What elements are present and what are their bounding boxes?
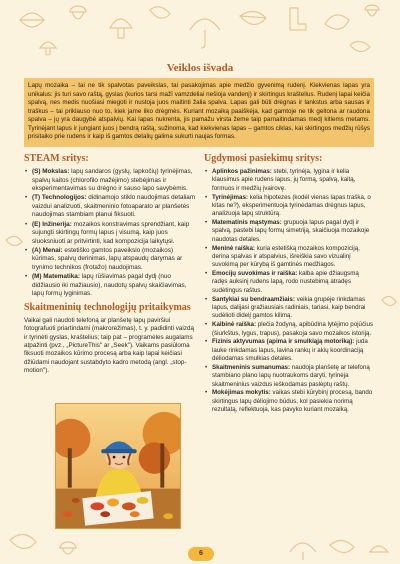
list-item bbox=[204, 168, 374, 193]
item-text: kuria estetišką mozaikos kompoziciją, derina spalvas ir atspalvius, išreiškia savo vizualinį suvokimą per kūrybą iš gamtinės medžiagos. bbox=[212, 244, 360, 269]
item-label: Emocijų suvokimas ir raiška: bbox=[212, 270, 298, 278]
bullet-icon: • bbox=[205, 321, 208, 329]
item-text: kalba apie džiaugsmą radęs auksinį rudens lapą, rodo nustebimą atradęs sudėtingus raštus. bbox=[212, 270, 359, 294]
list-item bbox=[24, 168, 198, 194]
mushroom-doodle-icon bbox=[370, 546, 388, 552]
skills-title: Ugdymosi pasiekimų sritys: bbox=[204, 153, 323, 164]
umbrella-doodle-icon bbox=[190, 19, 220, 48]
item-text: kelia hipotezes (kodėl vienas lapas traška, o kitas ne?), eksperimentuoja tyrinėdamas drėgnus lapus, analizuoja lapų struktūrą. bbox=[212, 193, 371, 218]
item-text: lapų sandaros (gyslų, lapkočių) tyrinėjimas, spalvų kaitos (chlorofilo mažėjimo) stebėjimas ir eksperimentavimas su drėgno ir sauso lapo savybėmis. bbox=[32, 168, 193, 193]
bullet-icon: • bbox=[205, 193, 208, 201]
bullet-icon: • bbox=[205, 389, 208, 397]
item-text: grupuoja lapus pagal dydį ir spalvą, pastebi lapų formų simetriją, skaičiuoja mozaikoje naudotas detales. bbox=[212, 219, 370, 243]
leaf-doodle-icon bbox=[330, 540, 354, 552]
conclusion-box bbox=[24, 78, 374, 147]
digital-title: Skaitmeninių technologijų pritaikymas bbox=[24, 301, 191, 313]
bullet-icon: • bbox=[205, 270, 208, 278]
item-label: Skaitmeninis sumanumas: bbox=[212, 363, 291, 371]
item-label: Matematinis mąstymas: bbox=[212, 219, 282, 227]
list-item bbox=[204, 389, 374, 414]
item-text: juda lauke rinkdamas lapus, lavina rankų ir akių koordinaciją dėliodamas smulkias detales. bbox=[212, 338, 368, 363]
leaf-doodle-icon bbox=[10, 534, 36, 548]
bullet-icon: • bbox=[205, 363, 208, 371]
list-item bbox=[204, 245, 374, 270]
bullet-icon: • bbox=[25, 194, 28, 202]
item-text: mozaikos konstravimas sprendžiant, kaip sujungti skirtingų formų lapus į visumą, kaip juos sluoksniuoti ar pritvirtinti, kad kompozicija laikytųsi. bbox=[32, 220, 190, 245]
umbrella-doodle-icon bbox=[290, 543, 316, 560]
item-label: Tyrinėjimas: bbox=[212, 193, 248, 201]
mushroom-doodle-icon bbox=[110, 19, 132, 38]
item-label: (E) Inžinerija: bbox=[32, 220, 72, 228]
bullet-icon: • bbox=[205, 244, 208, 252]
item-text: stebi, tyrinėja, lygina ir kelia klausimus apie rudens lapus, jų formą, spalvą, kaitą, formuos ir medžių įvairovę. bbox=[212, 168, 356, 192]
leaf-doodle-icon bbox=[382, 296, 396, 305]
leaf-doodle-icon bbox=[150, 7, 170, 18]
leaf-doodle-icon bbox=[240, 11, 266, 24]
item-label: Santykiai su bendraamžiais: bbox=[212, 295, 295, 303]
item-text: veikia grupėje rinkdamas lapus, dalijasi gražiausiais radiniais, tariasi, kaip bendrai sudėlioti didelį gamtos kilimą. bbox=[212, 295, 366, 320]
list-item bbox=[204, 338, 374, 363]
bullet-icon: • bbox=[25, 220, 28, 228]
list-item bbox=[24, 194, 198, 220]
list-item bbox=[204, 270, 374, 295]
left-column bbox=[24, 153, 198, 375]
bullet-icon: • bbox=[25, 168, 28, 175]
bullet-icon: • bbox=[205, 168, 208, 175]
acorn-doodle-icon bbox=[365, 5, 379, 16]
item-text: plečia žodyną, apibūdina lytėjimo pojūčius (šiurkštus, lygus, trapus), pasakoja savo mozaikos istoriją. bbox=[212, 321, 373, 337]
leaf-doodle-icon bbox=[20, 13, 44, 27]
digital-text: Vaikai gali naudoti telefoną ar planšetę lapų paviršiui fotografuoti priartindami (makrorežimas), t. y. padidinti vaizdą ir tyrinėti gyslas, kraštelius; taip pat – programėles augalams atpažinti (pvz., „PictureThis" ar „Seek"). Vaikams pasiūloma fiksuoti mozaikos kūrimo procesą arba kaip lapai keičiasi džiūdami naudojant sustabdyto kadro metodą (angl. „stop-motion"). bbox=[24, 316, 194, 374]
acorn-doodle-icon bbox=[70, 6, 86, 19]
page-number: 6 bbox=[188, 547, 214, 561]
item-label: Fizinis aktyvumas (apima ir smulkiąją motoriką): bbox=[212, 338, 355, 346]
list-item bbox=[204, 296, 374, 321]
item-text: naudoja planšetę ar telefoną stambiano plano lapų nuotraukoms daryti, tyrinėja skaitmeninius vaizdus ieškodamas paslėptų raštų. bbox=[212, 363, 370, 388]
conclusion-text: Lapų mozaika – tai ne tik spalvotas paveikslas, tai pasakojimas apie medžio gyvenimą rudenį. Kiekvienas lapas yra unikalus: jis turi savo raštą, gyslas (kurios tarsi mažī vamzdeliai nešioja vandenį) ir skirtingus kraštelius. Rudenį lapai keičia spalvą, nes medis nuošiasi miegoti ir nustoja juos maitinti žalia spalva. Lapas gali būti drėgnas ir lankstus arba sausas ir traškus – tai priklauso nuo to, kiek jame liko drėgmės. Kuriant mozaiką paaiškėja, kad gamtoje ne tik geltona ar raudona spalva – jų yra daugybė atspalvių. Kai lapas nukrenta, jis pamažu virsta žeme taip parnaitindamas medį kitiems metams. Tyrinėjant lapus ir jungiant juos į bendrą raštą, sužinoma, kad kiekvienas lapas – gamtos ciklas, kai skirtingos medžių rūšys prisitaiko prie rudens ir kaip iš gamtos detalių galima sukurti naujas formas. bbox=[28, 82, 370, 140]
bullet-icon: • bbox=[205, 338, 208, 346]
bullet-icon: • bbox=[25, 246, 28, 254]
steam-list bbox=[24, 168, 198, 299]
list-item bbox=[204, 194, 374, 219]
leaf-doodle-icon bbox=[6, 236, 22, 245]
list-item bbox=[24, 247, 198, 273]
bullet-icon: • bbox=[25, 273, 28, 281]
item-label: (M) Matematika: bbox=[32, 273, 80, 281]
item-text: didinamojo stiklo naudojimas detaliam vaizdui analizuoti, skaitmeninio fotoaparato ar planšetės naudojimas stambiam planui fiksuoti. bbox=[32, 194, 196, 219]
item-text: vaikas stebi kūrybinį procesą, bando skirtingus lapų dėliojimo būdus, kol pasiekia norimą rezultatą, reflektuoja, kas pavyko kuriant mozaiką. bbox=[212, 389, 373, 414]
boot-doodle-icon bbox=[290, 8, 306, 30]
item-label: (S) Mokslas: bbox=[32, 168, 70, 175]
item-label: Aplinkos pažinimas: bbox=[212, 168, 272, 175]
leaf-doodle-icon bbox=[325, 15, 349, 29]
item-label: (T) Technologijos: bbox=[32, 194, 87, 202]
item-label: Meninė raiška: bbox=[212, 244, 255, 252]
list-item bbox=[24, 273, 198, 299]
list-item bbox=[24, 221, 198, 247]
skills-list bbox=[204, 168, 374, 414]
child-leaf-mosaic-illustration bbox=[55, 403, 181, 529]
item-label: (A) Menai: bbox=[32, 246, 63, 254]
right-column bbox=[204, 153, 374, 415]
list-item bbox=[204, 364, 374, 389]
conclusion-title: Veiklos išvada bbox=[166, 62, 234, 74]
list-item bbox=[204, 321, 374, 338]
bullet-icon: • bbox=[205, 295, 208, 303]
bullet-icon: • bbox=[205, 219, 208, 227]
item-label: Kalbinė raiška: bbox=[212, 321, 257, 329]
item-label: Mokėjimas mokytis: bbox=[212, 389, 271, 397]
item-text: lapų rūšiavimas pagal dydį (nuo didžiausio iki mažiausio), naudotų spalvų skaičiavimas, lapų formų lyginimas. bbox=[32, 273, 187, 298]
steam-title: STEAM sritys: bbox=[24, 153, 89, 164]
list-item bbox=[204, 219, 374, 244]
acorn-doodle-icon bbox=[60, 542, 76, 554]
item-text: estetiško gamtos paveikslo (mozaikos) kūrimas, spalvų derinimas, lapų atspaudų darymas ar trynimo technikos (frotažo) naudojimas. bbox=[32, 246, 183, 272]
